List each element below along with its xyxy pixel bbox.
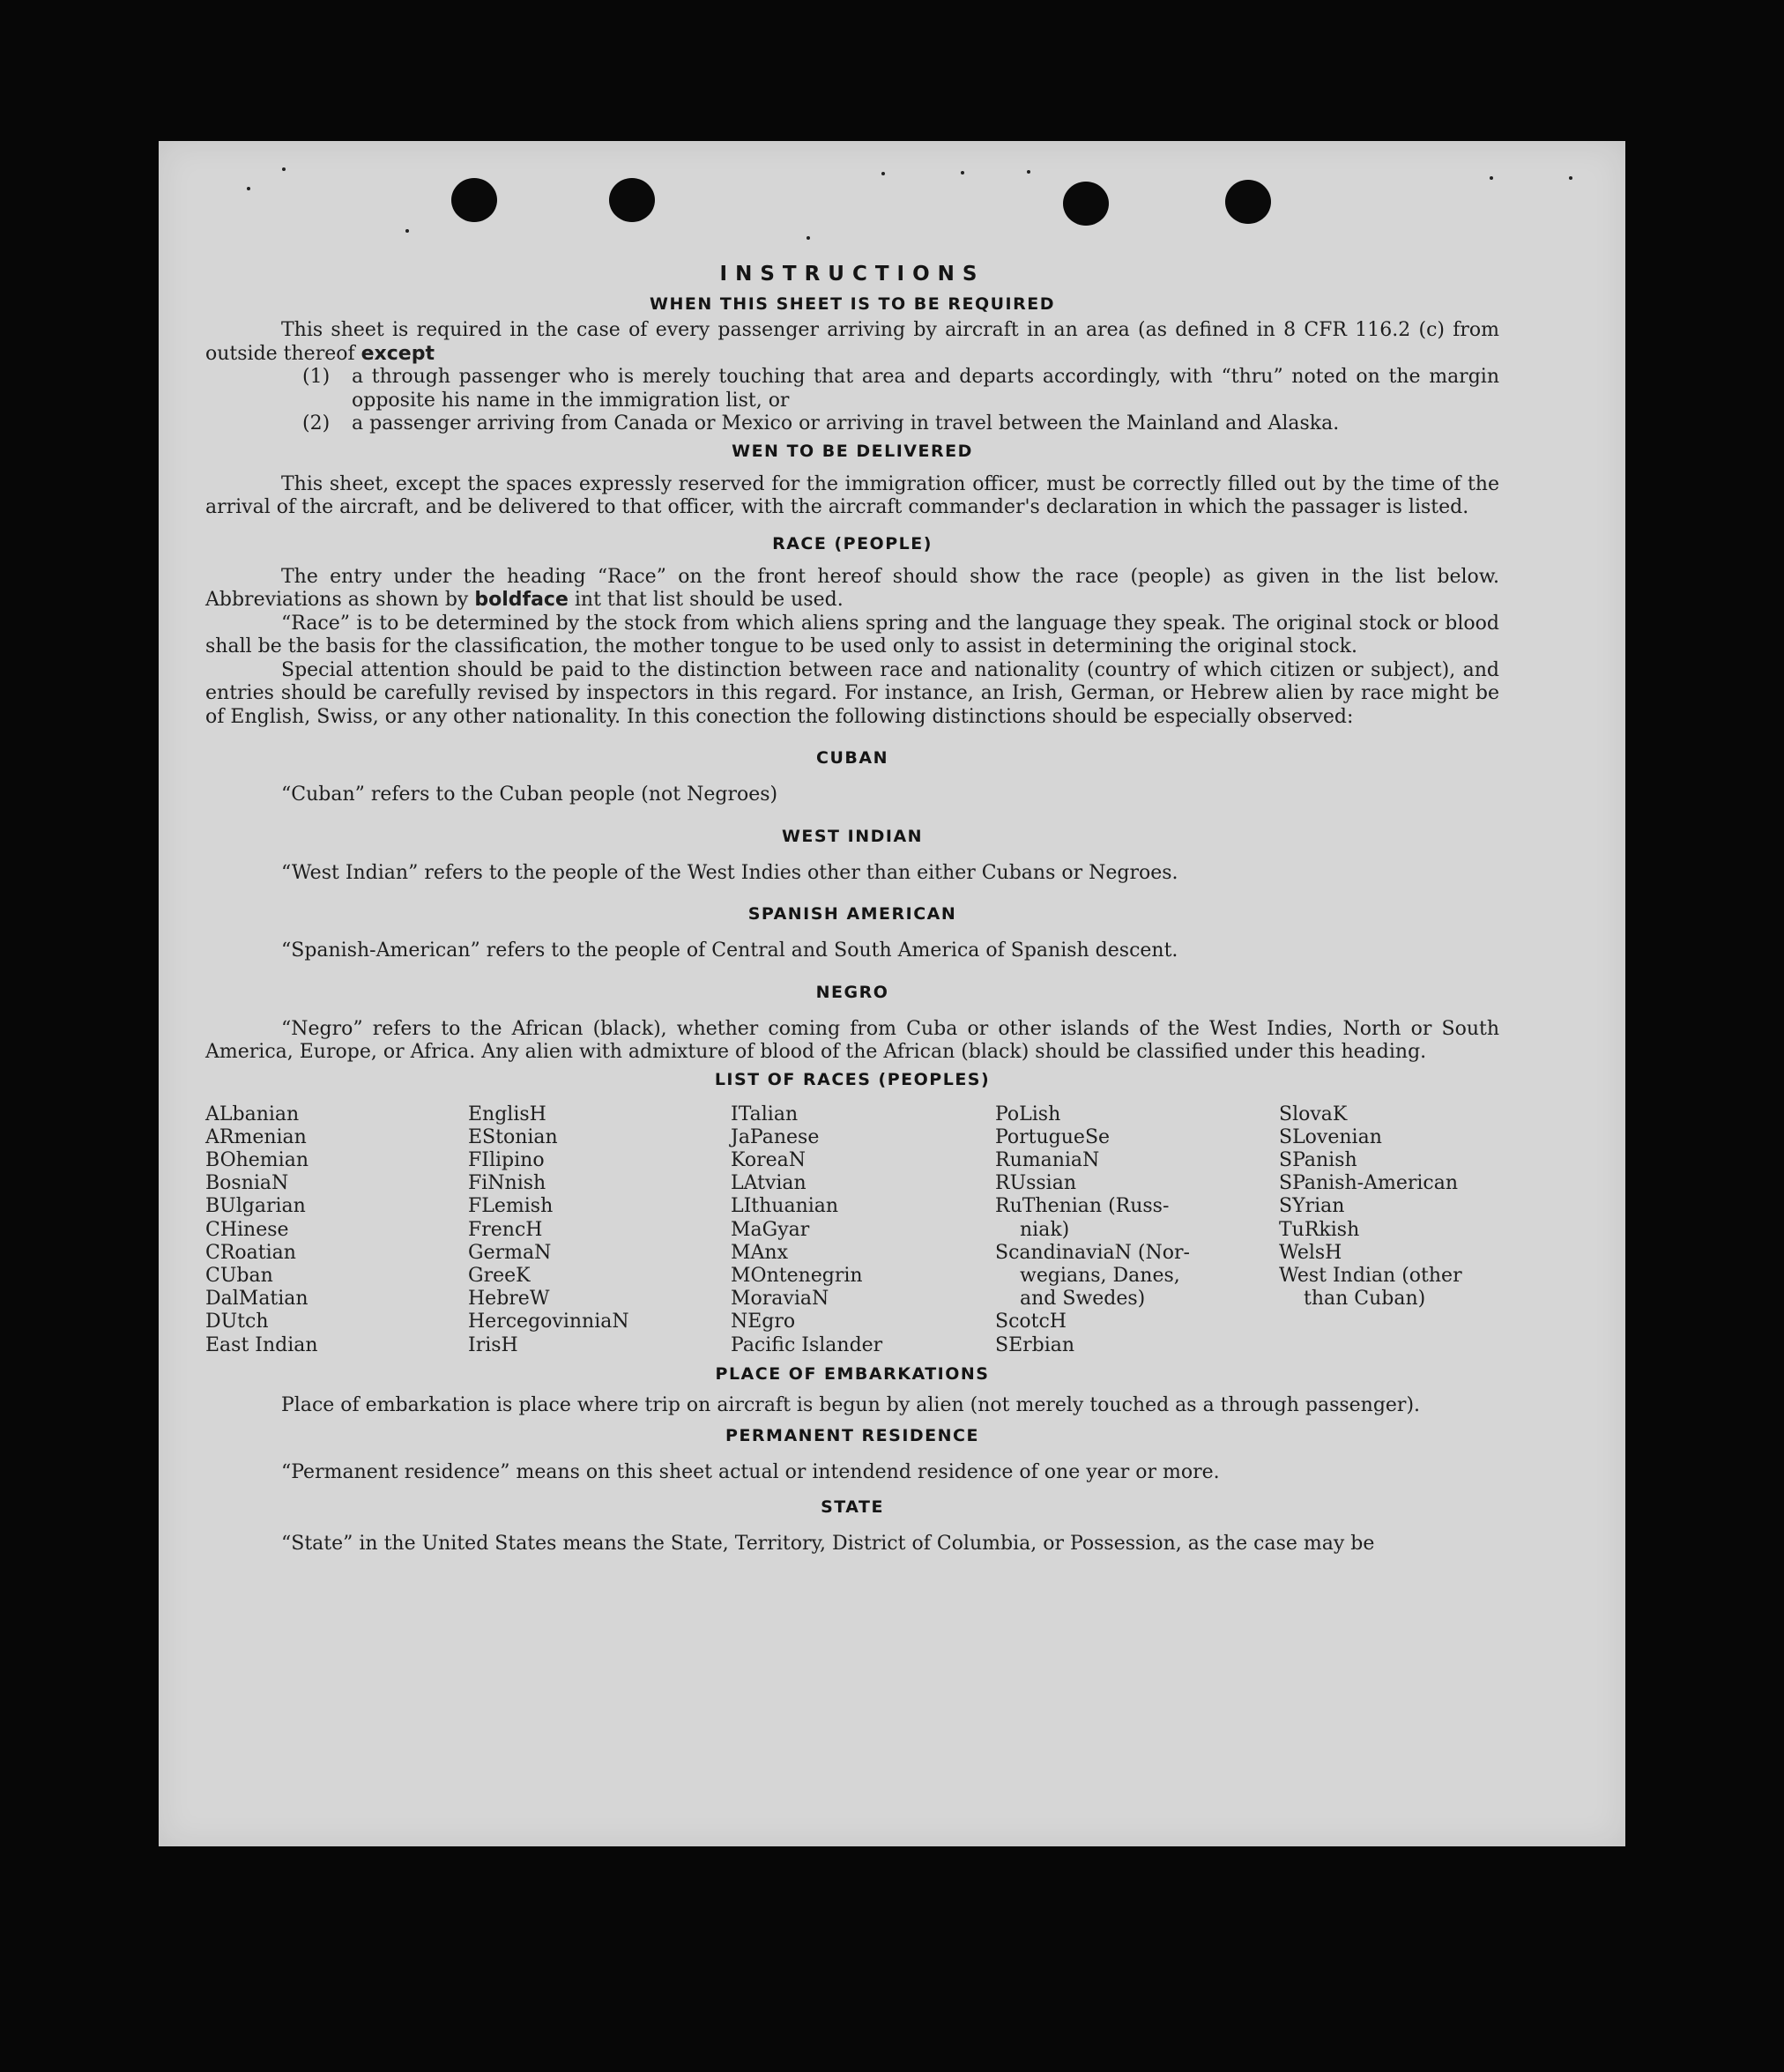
race-item: SYrian <box>1279 1195 1345 1218</box>
page-title: INSTRUCTIONS <box>719 263 985 286</box>
west-indian-text: “West Indian” refers to the people of the West Indies other than either Cubans or Negroes. <box>281 861 1178 884</box>
race-item: KoreaN <box>731 1148 806 1171</box>
race-item: DalMatian <box>205 1288 308 1311</box>
speck <box>405 229 409 233</box>
race-item: MAnx <box>731 1241 788 1264</box>
race-item: EnglisH <box>468 1103 546 1125</box>
race-item: HebreW <box>468 1288 550 1311</box>
speck <box>282 167 286 171</box>
race-item: wegians, Danes, <box>1020 1264 1180 1287</box>
races-column-3 <box>731 1103 995 1357</box>
race-paragraph-3: Special attention should be paid to the distinction between race and nationality (country of which citizen or subject), and entries should be carefully revised by inspectors in this regard. For instance, an Irish, German, or Hebrew alien by race might be of English, Swiss, or any other nationality. In this conection the following distinctions should be especially observed: <box>205 658 1499 728</box>
permanent-residence-text: “Permanent residence” means on this sheet actual or intendend residence of one year or more. <box>281 1461 1220 1484</box>
speck <box>1490 176 1493 180</box>
heading-list-of-races: LIST OF RACES (PEOPLES) <box>714 1069 991 1089</box>
races-column-1 <box>205 1103 468 1357</box>
race-item: SlovaK <box>1279 1103 1348 1125</box>
race-item: EStonian <box>468 1125 558 1148</box>
races-column-5 <box>1279 1103 1499 1357</box>
race-item: IrisH <box>468 1333 518 1356</box>
required-intro: This sheet is required in the case of every passenger arriving by aircraft in an area (as defined in 8 CFR 116.2 (c) from outside thereof except <box>205 319 1499 365</box>
speck <box>807 236 810 240</box>
race-item: GreeK <box>468 1264 531 1287</box>
race-item: RuThenian (Russ- <box>995 1195 1170 1218</box>
race-paragraph-1: The entry under the heading “Race” on the front hereof should show the race (people) as given in the list below. Abbreviations as shown by boldface int that list should be used. <box>205 565 1499 611</box>
race-item: NEgro <box>731 1311 796 1333</box>
races-column-4 <box>995 1103 1279 1357</box>
race-item: DUtch <box>205 1311 269 1333</box>
spanish-american-text: “Spanish-American” refers to the people of Central and South America of Spanish descent. <box>281 939 1178 962</box>
negro-text: “Negro” refers to the African (black), whether coming from Cuba or other islands of the West Indies, North or South America, Europe, or Africa. Any alien with admixture of blood of the African (black) should be classified under this heading. <box>205 1017 1499 1063</box>
speck <box>881 172 885 175</box>
heading-delivered: WEN TO BE DELIVERED <box>732 441 973 461</box>
race-item: TuRkish <box>1279 1218 1360 1241</box>
punch-hole-icon <box>1225 180 1271 224</box>
punch-hole-icon <box>1063 182 1109 226</box>
heading-negro: NEGRO <box>815 982 889 1002</box>
race-item: MoraviaN <box>731 1288 829 1311</box>
embarkation-text: Place of embarkation is place where trip on aircraft is begun by alien (not merely touched as a through passenger). <box>281 1393 1421 1416</box>
race-item: CHinese <box>205 1218 289 1241</box>
races-column-2 <box>468 1103 731 1357</box>
race-item: East Indian <box>205 1333 318 1356</box>
race-item: BosniaN <box>205 1172 289 1195</box>
heading-race: RACE (PEOPLE) <box>772 533 933 553</box>
speck <box>961 171 964 175</box>
heading-spanish-american: SPANISH AMERICAN <box>747 904 957 924</box>
required-item-1: (1) a through passenger who is merely touching that area and departs accordingly, with “thru” noted on the margin opposite his name in the immigration list, or <box>302 366 1499 412</box>
race-item: FLemish <box>468 1195 554 1218</box>
heading-state: STATE <box>821 1496 884 1517</box>
race-item: WelsH <box>1279 1241 1342 1264</box>
race-item: ITalian <box>731 1103 799 1125</box>
race-item: ALbanian <box>205 1103 300 1125</box>
race-item: MaGyar <box>731 1218 810 1241</box>
race-item: CRoatian <box>205 1241 296 1264</box>
race-item: ScandinaviaN (Nor- <box>995 1241 1190 1264</box>
race-item: BUlgarian <box>205 1195 306 1218</box>
heading-embarkation: PLACE OF EMBARKATIONS <box>715 1363 990 1384</box>
race-paragraph-2: “Race” is to be determined by the stock from which aliens spring and the language they speak. The original stock or blood shall be the basis for the classification, the mother tongue to be used only to assist in determining the original stock. <box>205 612 1499 657</box>
race-item: PoLish <box>995 1103 1061 1125</box>
delivered-text: This sheet, except the spaces expressly reserved for the immigration officer, must be correctly filled out by the time of the arrival of the aircraft, and be delivered to that officer, with the aircraft commander's declaration in which the passager is listed. <box>205 472 1499 518</box>
heading-cuban: CUBAN <box>816 748 888 768</box>
race-item: SPanish-American <box>1279 1172 1459 1195</box>
race-item: PortugueSe <box>995 1125 1111 1148</box>
race-item: FIlipino <box>468 1148 545 1171</box>
document-sheet <box>159 141 1625 1846</box>
race-item: Pacific Islander <box>731 1333 883 1356</box>
race-item: LAtvian <box>731 1172 807 1195</box>
race-item: RumaniaN <box>995 1148 1100 1171</box>
race-item: niak) <box>1020 1218 1070 1241</box>
race-item: and Swedes) <box>1020 1288 1146 1311</box>
punch-hole-icon <box>451 178 497 222</box>
race-item: ScotcH <box>995 1311 1067 1333</box>
race-item: SPanish <box>1279 1148 1357 1171</box>
race-item: MOntenegrin <box>731 1264 863 1287</box>
race-item: FrencH <box>468 1218 543 1241</box>
race-item: BOhemian <box>205 1148 308 1171</box>
race-item: West Indian (other <box>1279 1264 1462 1287</box>
race-item: SErbian <box>995 1333 1075 1356</box>
race-item: SLovenian <box>1279 1125 1382 1148</box>
races-list <box>205 1103 1499 1357</box>
speck <box>1027 170 1030 174</box>
race-item: ARmenian <box>205 1125 307 1148</box>
speck <box>1569 176 1572 180</box>
race-item: CUban <box>205 1264 273 1287</box>
race-item: JaPanese <box>731 1125 820 1148</box>
heading-west-indian: WEST INDIAN <box>781 826 924 846</box>
race-item: than Cuban) <box>1304 1288 1426 1311</box>
cuban-text: “Cuban” refers to the Cuban people (not Negroes) <box>281 783 778 806</box>
required-item-2: (2) a passenger arriving from Canada or Mexico or arriving in travel between the Mainland and Alaska. <box>302 412 1340 434</box>
punch-hole-icon <box>609 178 655 222</box>
race-item: RUssian <box>995 1172 1077 1195</box>
race-item: LIthuanian <box>731 1195 839 1218</box>
race-item: HercegovinniaN <box>468 1311 629 1333</box>
state-text: “State” in the United States means the State, Territory, District of Columbia, or Possession, as the case may be <box>281 1532 1375 1555</box>
heading-permanent-residence: PERMANENT RESIDENCE <box>725 1426 979 1446</box>
instructions-content <box>205 263 1499 1556</box>
heading-required: WHEN THIS SHEET IS TO BE REQUIRED <box>649 294 1055 314</box>
speck <box>247 187 250 190</box>
race-item: GermaN <box>468 1241 552 1264</box>
race-item: FiNnish <box>468 1172 546 1195</box>
